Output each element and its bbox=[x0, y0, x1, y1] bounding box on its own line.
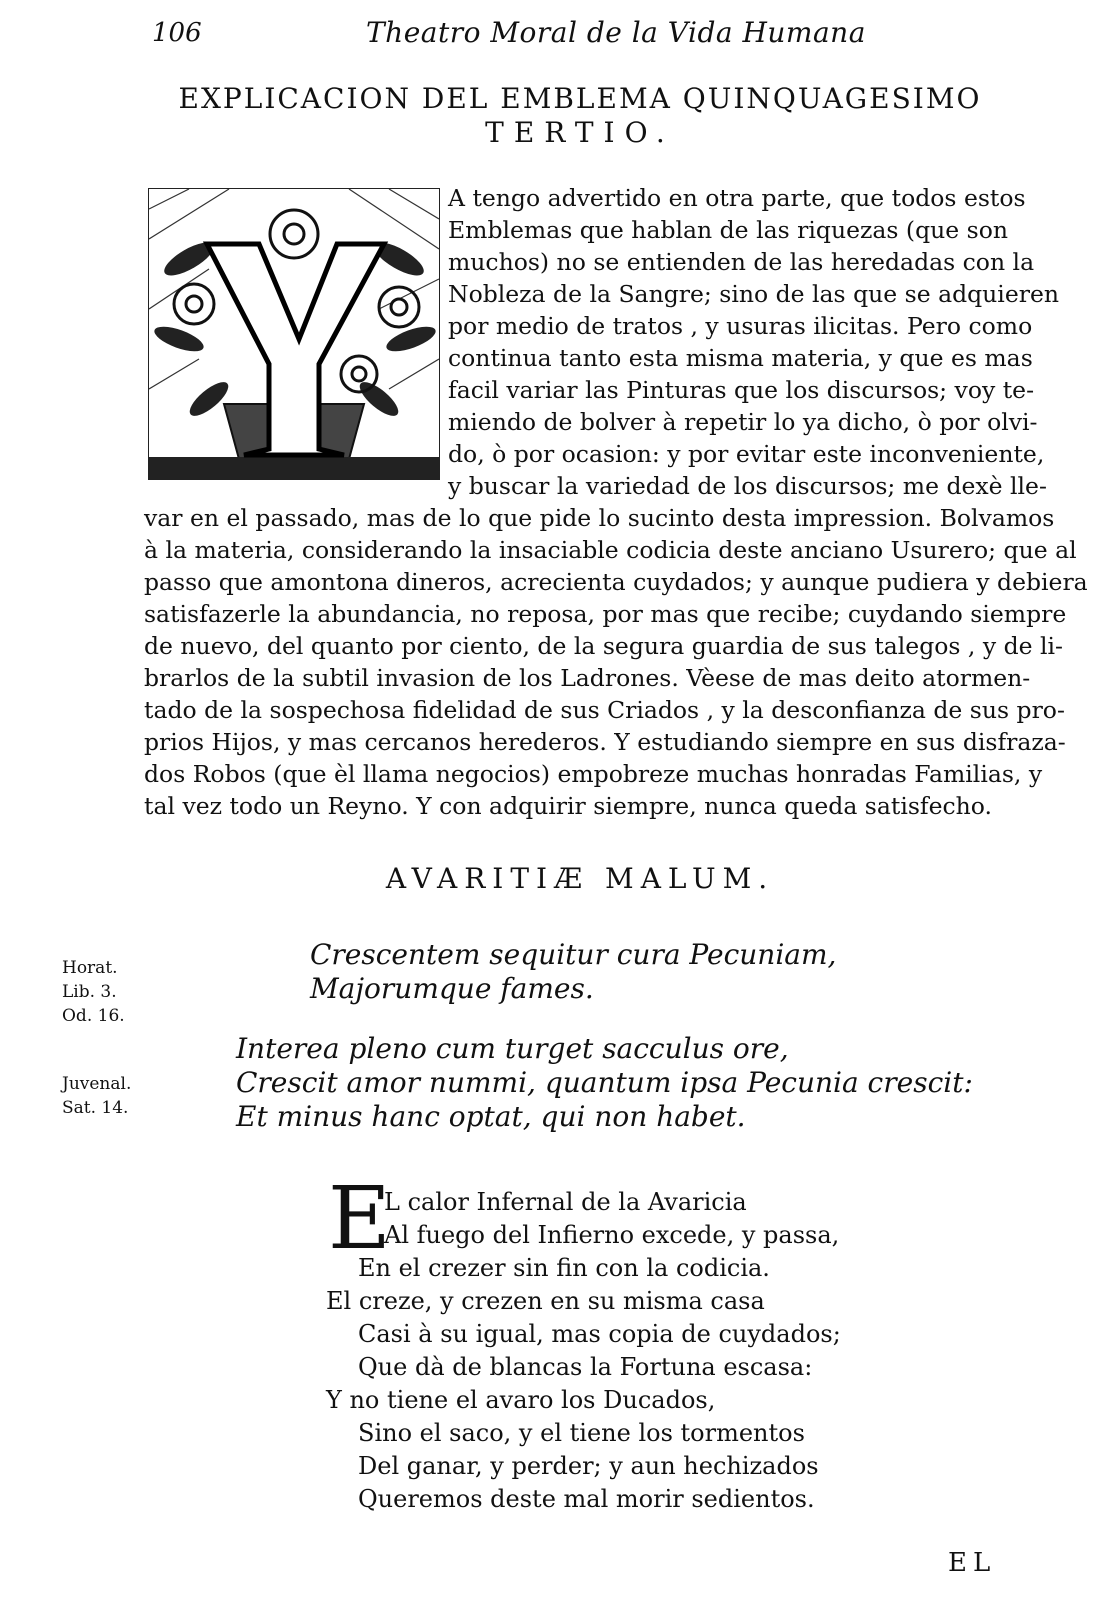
catchword: EL bbox=[948, 1548, 997, 1578]
prose-line: Emblemas que hablan de las riquezas (que son bbox=[448, 216, 1008, 244]
marginal-note-line: Sat. 14. bbox=[62, 1098, 129, 1118]
decorated-initial bbox=[148, 188, 440, 480]
prose-line: por medio de tratos , y usuras ilicitas. Pero como bbox=[448, 312, 1033, 340]
marginal-note-juvenal bbox=[62, 1072, 131, 1120]
verse-drop-cap: E bbox=[328, 1169, 391, 1269]
prose-line: de nuevo, del quanto por ciento, de la segura guardia de sus talegos , y de li- bbox=[144, 632, 1063, 660]
prose-line: tado de la sospechosa fidelidad de sus Criados , y la desconfianza de sus pro- bbox=[144, 696, 1065, 724]
marginal-note-line: Lib. 3. bbox=[62, 982, 117, 1002]
prose-line: muchos) no se entienden de las heredadas con la bbox=[448, 248, 1035, 276]
verse-line: L calor Infernal de la Avaricia bbox=[384, 1188, 747, 1216]
marginal-note-line: Od. 16. bbox=[62, 1006, 125, 1026]
latin-quote-line: Interea pleno cum turget sacculus ore, bbox=[236, 1032, 789, 1065]
latin-quote-line: Majorumque fames. bbox=[310, 972, 594, 1005]
marginal-note-horace bbox=[62, 956, 125, 1028]
latin-quote-line: Crescit amor nummi, quantum ipsa Pecunia crescit: bbox=[236, 1066, 973, 1099]
prose-line: miendo de bolver à repetir lo ya dicho, ò por olvi- bbox=[448, 408, 1038, 436]
running-title: Theatro Moral de la Vida Humana bbox=[366, 16, 866, 49]
prose-line: facil variar las Pinturas que los discursos; voy te- bbox=[448, 376, 1035, 404]
prose-line: tal vez todo un Reyno. Y con adquirir siempre, nunca queda satisfecho. bbox=[144, 792, 992, 820]
prose-line: A tengo advertido en otra parte, que todos estos bbox=[448, 184, 1026, 212]
verse-line: Y no tiene el avaro los Ducados, bbox=[326, 1386, 716, 1414]
verse-line: El creze, y crezen en su misma casa bbox=[326, 1287, 765, 1315]
latin-quote-line: Crescentem sequitur cura Pecuniam, bbox=[310, 938, 837, 971]
latin-quote-line: Et minus hanc optat, qui non habet. bbox=[236, 1100, 746, 1133]
prose-line: satisfazerle la abundancia, no reposa, por mas que recibe; cuydando siempre bbox=[144, 600, 1067, 628]
section-heading: EXPLICACION DEL EMBLEMA QUINQUAGESIMO bbox=[178, 82, 982, 115]
page-number: 106 bbox=[152, 18, 202, 48]
prose-line: continua tanto esta misma materia, y que es mas bbox=[448, 344, 1033, 372]
marginal-note-line: Juvenal. bbox=[62, 1074, 132, 1094]
verse-line: Queremos deste mal morir sedientos. bbox=[358, 1485, 815, 1513]
verse-line: Que dà de blancas la Fortuna escasa: bbox=[358, 1353, 813, 1381]
section-heading-continued: TERTIO. bbox=[485, 116, 675, 149]
verse-line: Sino el saco, y el tiene los tormentos bbox=[358, 1419, 805, 1447]
verse-line: Del ganar, y perder; y aun hechizados bbox=[358, 1452, 819, 1480]
prose-line: dos Robos (que èl llama negocios) empobreze muchas honradas Familias, y bbox=[144, 760, 1043, 788]
prose-line: Nobleza de la Sangre; sino de las que se adquieren bbox=[448, 280, 1059, 308]
prose-line: à la materia, considerando la insaciable codicia deste anciano Usurero; que al bbox=[144, 536, 1077, 564]
verse-line: Al fuego del Infierno excede, y passa, bbox=[384, 1221, 840, 1249]
marginal-note-line: Horat. bbox=[62, 958, 118, 978]
latin-heading: AVARITIÆ MALUM. bbox=[385, 862, 775, 895]
prose-line: y buscar la variedad de los discursos; me dexè lle- bbox=[448, 472, 1047, 500]
prose-line: prios Hijos, y mas cercanos herederos. Y estudiando siempre en sus disfraza- bbox=[144, 728, 1066, 756]
verse-line: En el crezer sin fin con la codicia. bbox=[358, 1254, 770, 1282]
verse-line: Casi à su igual, mas copia de cuydados; bbox=[358, 1320, 841, 1348]
prose-line: passo que amontona dineros, acrecienta cuydados; y aunque pudiera y debiera bbox=[144, 568, 1088, 596]
floral-woodcut-initial-icon bbox=[149, 189, 439, 479]
prose-line: var en el passado, mas de lo que pide lo sucinto desta impression. Bolvamos bbox=[144, 504, 1055, 532]
prose-line: do, ò por ocasion: y por evitar este inconveniente, bbox=[448, 440, 1045, 468]
prose-line: brarlos de la subtil invasion de los Ladrones. Vèese de mas deito atormen- bbox=[144, 664, 1031, 692]
